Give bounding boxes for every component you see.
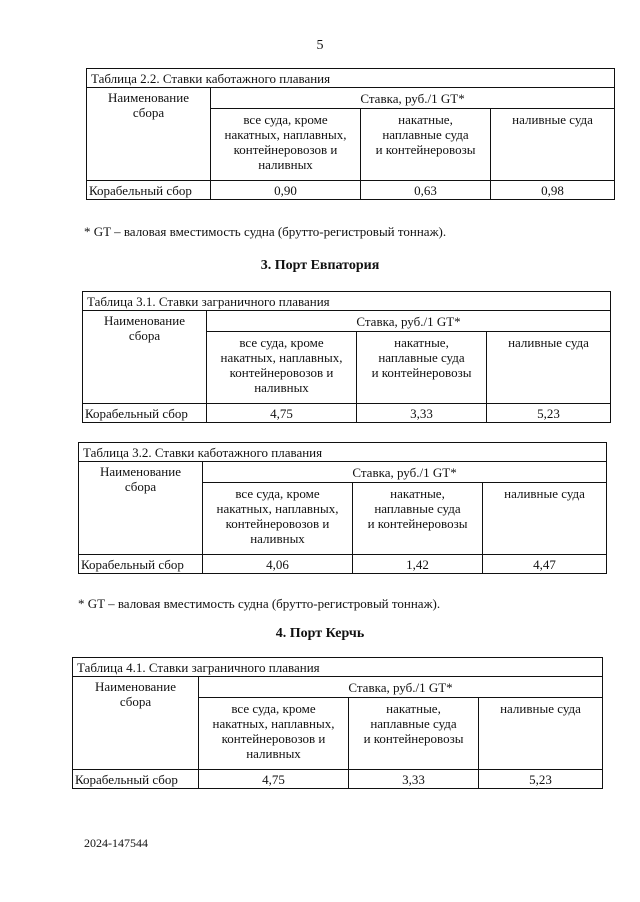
value-tankers: 4,47: [483, 555, 607, 574]
column-header-rate: Ставка, руб./1 GT*: [207, 311, 611, 332]
row-label: Корабельный сбор: [87, 181, 211, 200]
column-header-all-vessels: все суда, кроме накатных, наплавных, контейнеровозов и наливных: [211, 109, 361, 181]
column-header-tankers: наливные суда: [487, 332, 611, 404]
value-tankers: 5,23: [487, 404, 611, 423]
value-roro-containers: 3,33: [349, 770, 479, 789]
value-roro-containers: 0,63: [361, 181, 491, 200]
column-header-all-vessels: все суда, кроме накатных, наплавных, контейнеровозов и наливных: [203, 483, 353, 555]
column-header-name: Наименование сбора: [87, 88, 211, 181]
column-header-roro-containers: накатные, наплавные суда и контейнеровозы: [357, 332, 487, 404]
value-tankers: 5,23: [479, 770, 603, 789]
table-3-2: [78, 442, 607, 574]
row-label: Корабельный сбор: [79, 555, 203, 574]
column-header-name: Наименование сбора: [73, 677, 199, 770]
column-header-roro-containers: накатные, наплавные суда и контейнеровозы: [349, 698, 479, 770]
value-tankers: 0,98: [491, 181, 615, 200]
footnote: * GT – валовая вместимость судна (брутто-регистровый тоннаж).: [78, 596, 441, 611]
table-row: [73, 770, 603, 789]
value-all-vessels: 4,75: [207, 404, 357, 423]
value-all-vessels: 0,90: [211, 181, 361, 200]
column-header-name: Наименование сбора: [83, 311, 207, 404]
section-heading-evpatoria: 3. Порт Евпатория: [260, 258, 380, 273]
table-caption: Таблица 2.2. Ставки каботажного плавания: [87, 69, 615, 88]
table-caption: Таблица 4.1. Ставки заграничного плавания: [73, 658, 603, 677]
table-4-1: [72, 657, 603, 789]
table-row: [87, 181, 615, 200]
column-header-roro-containers: накатные, наплавные суда и контейнеровозы: [361, 109, 491, 181]
column-header-rate: Ставка, руб./1 GT*: [199, 677, 603, 698]
table-caption: Таблица 3.1. Ставки заграничного плавания: [83, 292, 611, 311]
column-header-roro-containers: накатные, наплавные суда и контейнеровозы: [353, 483, 483, 555]
value-roro-containers: 3,33: [357, 404, 487, 423]
document-id: 2024-147544: [84, 836, 148, 850]
column-header-name: Наименование сбора: [79, 462, 203, 555]
value-all-vessels: 4,75: [199, 770, 349, 789]
table-caption: Таблица 3.2. Ставки каботажного плавания: [79, 443, 607, 462]
value-all-vessels: 4,06: [203, 555, 353, 574]
section-heading-kerch: 4. Порт Керчь: [275, 626, 365, 641]
table-3-1: [82, 291, 611, 423]
column-header-rate: Ставка, руб./1 GT*: [211, 88, 615, 109]
table-2-2: [86, 68, 615, 200]
column-header-all-vessels: все суда, кроме накатных, наплавных, контейнеровозов и наливных: [207, 332, 357, 404]
page-number: 5: [316, 38, 324, 53]
value-roro-containers: 1,42: [353, 555, 483, 574]
table-row: [79, 555, 607, 574]
row-label: Корабельный сбор: [83, 404, 207, 423]
row-label: Корабельный сбор: [73, 770, 199, 789]
column-header-tankers: наливные суда: [491, 109, 615, 181]
column-header-all-vessels: все суда, кроме накатных, наплавных, контейнеровозов и наливных: [199, 698, 349, 770]
table-row: [83, 404, 611, 423]
column-header-rate: Ставка, руб./1 GT*: [203, 462, 607, 483]
column-header-tankers: наливные суда: [483, 483, 607, 555]
column-header-tankers: наливные суда: [479, 698, 603, 770]
footnote: * GT – валовая вместимость судна (брутто-регистровый тоннаж).: [84, 224, 447, 239]
